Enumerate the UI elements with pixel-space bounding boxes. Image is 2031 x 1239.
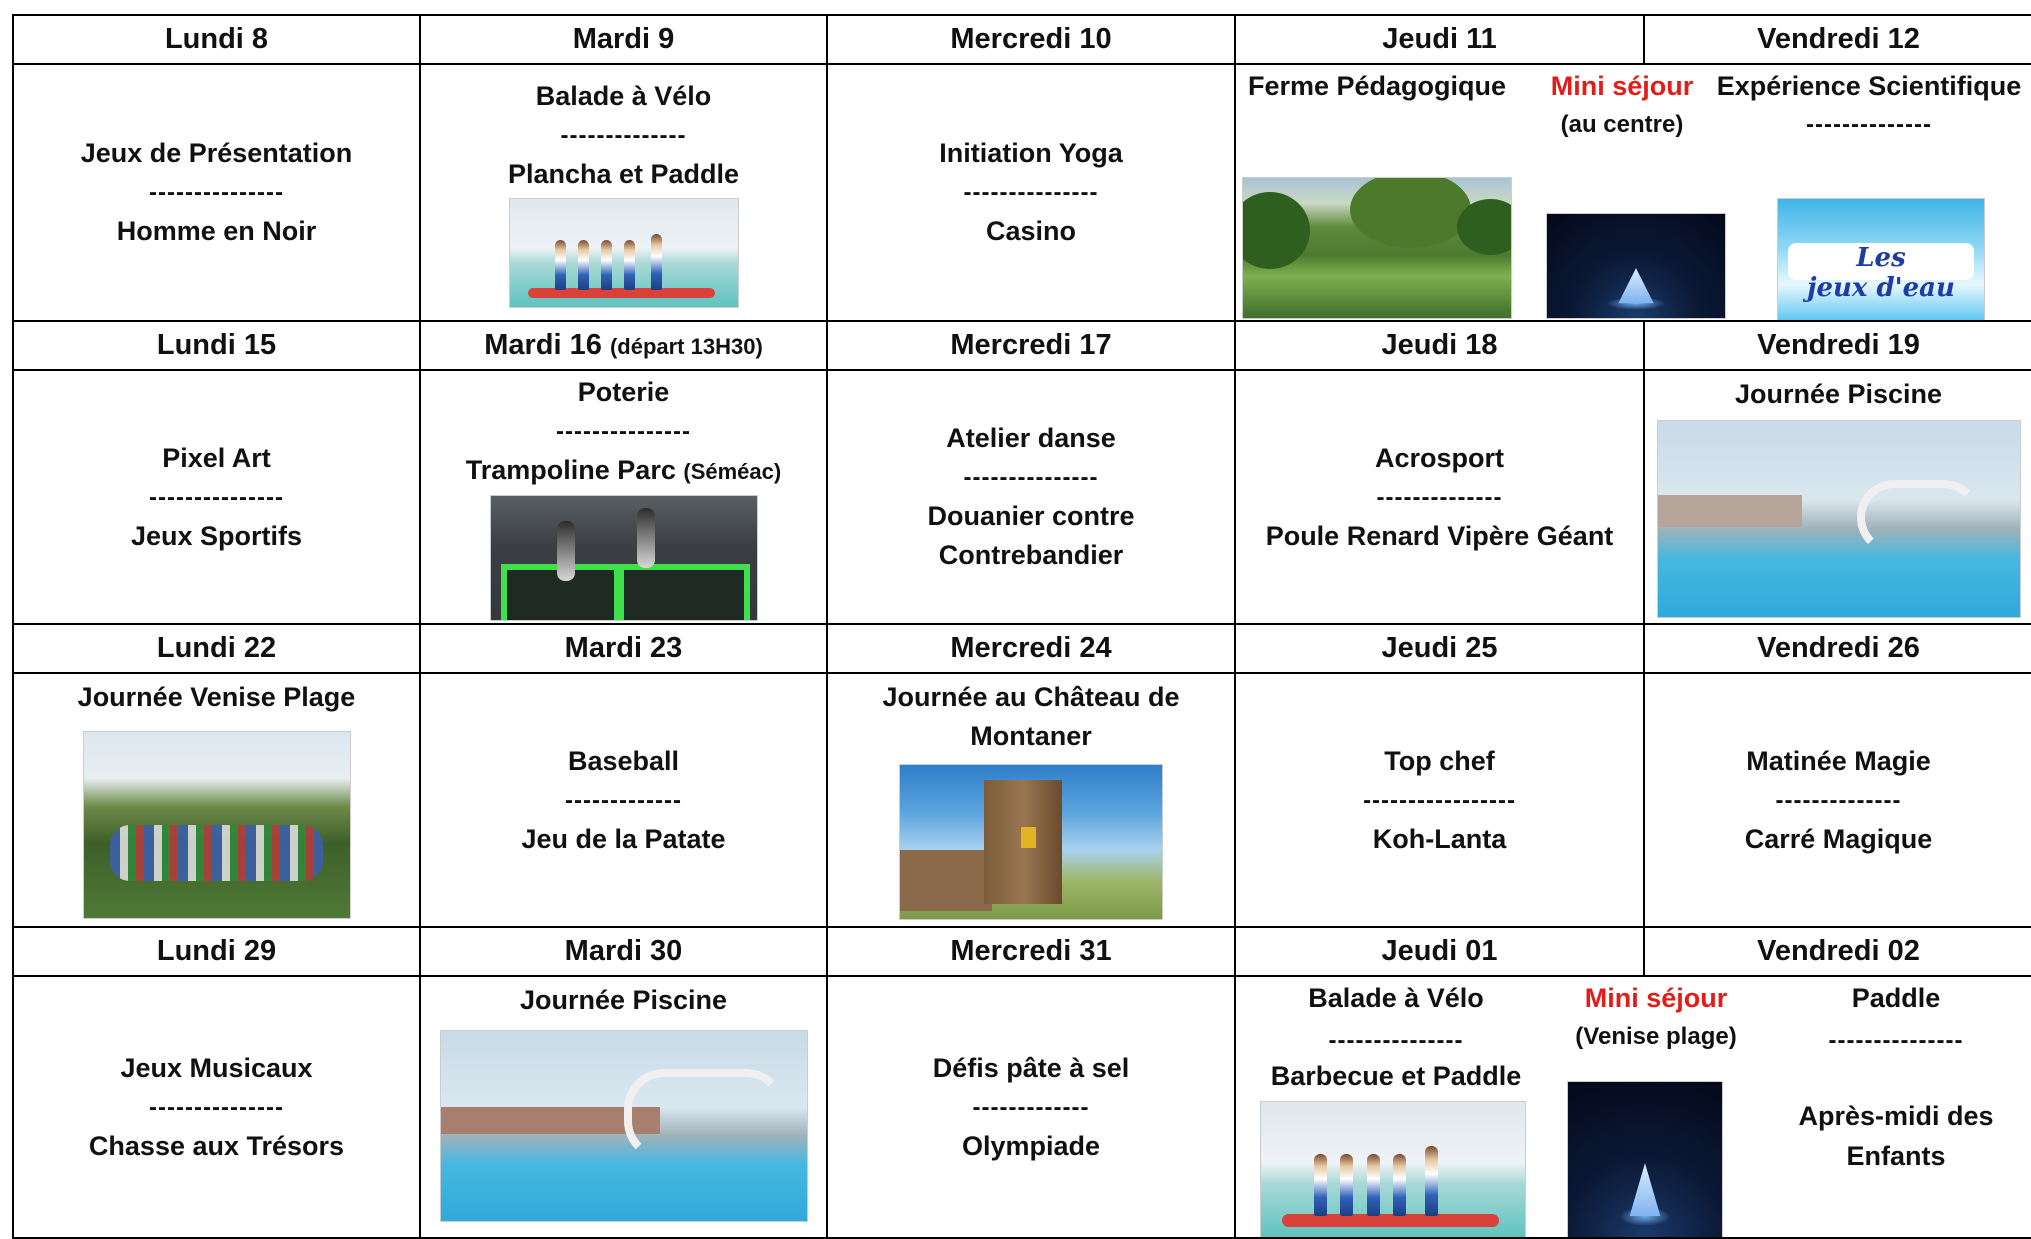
separator: ---------------: [963, 464, 1099, 491]
day-header: Mercredi 31: [827, 927, 1235, 976]
trampoline-photo: [490, 495, 758, 621]
week-1-activities-row: [13, 64, 2031, 321]
activity-label: [421, 451, 826, 491]
mini-sejour-label: Mini séjour: [1584, 983, 1728, 1013]
day-header: Vendredi 26: [1644, 624, 2031, 673]
activity-label: Homme en Noir: [116, 216, 317, 246]
activity-label: Défis pâte à sel: [932, 1052, 1130, 1083]
day-header: Lundi 8: [13, 15, 420, 64]
mini-sejour-label: Mini séjour: [1550, 71, 1694, 101]
separator: ---------------: [149, 1093, 284, 1121]
activity-label: Poterie: [577, 377, 670, 407]
activity-label: Journée Piscine: [1734, 379, 1943, 409]
activity-label: Journée au Château de: [882, 682, 1180, 712]
day-header: Jeudi 11: [1235, 15, 1644, 64]
departure-note: (départ 13H30): [609, 334, 763, 359]
separator: ---------------: [963, 179, 1099, 206]
activity-label: Après-midi des: [1798, 1101, 1994, 1131]
activity-label: Carré Magique: [1744, 823, 1933, 854]
mini-sejour-place: (au centre): [1560, 111, 1684, 138]
separator: ---------------: [556, 418, 691, 445]
activity-label: Journée Piscine: [519, 985, 728, 1015]
week-4-activities-row: [13, 976, 2031, 1238]
day-header: Mercredi 10: [827, 15, 1235, 64]
day-header: Mercredi 24: [827, 624, 1235, 673]
day-header: [420, 321, 827, 370]
day-header: Jeudi 18: [1235, 321, 1644, 370]
paddle-photo: [1260, 1101, 1526, 1238]
jeux-d-eau-picture: [1777, 198, 1985, 321]
activity-label: Olympiade: [961, 1130, 1101, 1161]
activity-label: Journée Venise Plage: [77, 682, 356, 712]
activity-location: (Séméac): [683, 459, 782, 484]
activity-label: Matinée Magie: [1746, 745, 1931, 776]
castle-photo: [899, 764, 1163, 920]
separator: ---------------: [149, 483, 284, 511]
activity-label: Montaner: [970, 721, 1092, 751]
activity-cell: [1235, 673, 1644, 927]
activity-cell-jeudi-vendredi: [1235, 976, 2031, 1238]
day-header: Lundi 22: [13, 624, 420, 673]
day-header: Vendredi 12: [1644, 15, 2031, 64]
activity-cell: [827, 976, 1235, 1238]
activity-label: Acrosport: [1374, 442, 1504, 473]
activity-cell: [827, 64, 1235, 321]
activity-label: Jeux de Présentation: [80, 138, 353, 168]
jeux-d-eau-text-2: jeux d'eau: [1807, 272, 1955, 303]
day-header: Vendredi 02: [1644, 927, 2031, 976]
activity-label: Douanier contre: [927, 501, 1135, 531]
night-tent-photo: [1567, 1081, 1723, 1238]
day-header: Vendredi 19: [1644, 321, 2031, 370]
jeux-d-eau-text-1: Les: [1856, 242, 1906, 273]
activity-label: Jeux Musicaux: [120, 1052, 313, 1083]
week-2-activities-row: [13, 370, 2031, 624]
title-fragment: [0, 0, 2031, 14]
separator: ---------------: [149, 179, 284, 206]
activity-label: Balade à Vélo: [1308, 983, 1484, 1013]
day-header: Jeudi 25: [1235, 624, 1644, 673]
farm-photo: [1242, 177, 1512, 319]
activity-label: Baseball: [567, 745, 680, 776]
activity-cell: [13, 673, 420, 927]
night-tent-photo: [1546, 213, 1726, 319]
activity-label: Casino: [985, 216, 1077, 246]
activity-cell: [827, 673, 1235, 927]
activity-label: Plancha et Paddle: [507, 159, 740, 189]
week-2-header-row: [13, 321, 2031, 370]
activity-cell: [420, 370, 827, 624]
separator: --------------: [1806, 111, 1932, 138]
day-header: Lundi 15: [13, 321, 420, 370]
activity-label: Expérience Scientifique: [1716, 71, 2022, 101]
day-header: Lundi 29: [13, 927, 420, 976]
activity-label: Atelier danse: [946, 423, 1116, 453]
activity-cell: [1235, 370, 1644, 624]
activity-label: Contrebandier: [938, 540, 1124, 570]
week-3-activities-row: [13, 673, 2031, 927]
activity-cell: [13, 64, 420, 321]
activity-label: Top chef: [1384, 745, 1495, 776]
day-header: Mardi 9: [420, 15, 827, 64]
activity-label: Ferme Pédagogique: [1247, 71, 1507, 101]
separator: -------------: [972, 1093, 1090, 1121]
separator: --------------: [1775, 786, 1902, 814]
activity-name: Trampoline Parc: [465, 455, 676, 485]
activity-label: Jeu de la Patate: [521, 823, 726, 854]
activity-cell: [1644, 673, 2031, 927]
planning-table: [12, 14, 2031, 1239]
separator: --------------: [1376, 483, 1503, 511]
activity-label: Chasse aux Trésors: [88, 1130, 345, 1161]
activity-label: Balade à Vélo: [535, 81, 712, 111]
activity-cell-jeudi-vendredi: [1235, 64, 2031, 321]
activity-label: Paddle: [1851, 983, 1941, 1013]
activity-cell: [420, 64, 827, 321]
separator: ---------------: [1828, 1027, 1964, 1054]
mini-sejour-place: (Venise plage): [1575, 1023, 1737, 1050]
activity-label: Koh-Lanta: [1372, 823, 1507, 854]
pool-photo: [440, 1030, 808, 1222]
day-header: Mercredi 17: [827, 321, 1235, 370]
day-name: Mardi 16: [484, 329, 602, 361]
week-4-header-row: [13, 927, 2031, 976]
paddle-photo: [509, 198, 739, 308]
activity-cell: [1644, 370, 2031, 624]
week-1-header-row: [13, 15, 2031, 64]
day-header: Mardi 23: [420, 624, 827, 673]
activity-cell: [420, 976, 827, 1238]
activity-label: Pixel Art: [162, 442, 271, 473]
activity-cell: [420, 673, 827, 927]
separator: ---------------: [1328, 1027, 1464, 1054]
day-header: Mardi 30: [420, 927, 827, 976]
pool-photo: [1657, 420, 2021, 618]
separator: -------------: [565, 786, 682, 814]
activity-label: Enfants: [1846, 1141, 1946, 1171]
activity-label: Poule Renard Vipère Géant: [1265, 520, 1614, 551]
activity-label: Jeux Sportifs: [130, 520, 303, 551]
separator: -----------------: [1363, 786, 1516, 814]
activity-cell: [827, 370, 1235, 624]
activity-label: Initiation Yoga: [939, 138, 1123, 168]
day-header: Jeudi 01: [1235, 927, 1644, 976]
activity-cell: [13, 370, 420, 624]
week-3-header-row: [13, 624, 2031, 673]
group-photo: [83, 731, 351, 919]
separator: --------------: [560, 122, 687, 149]
activity-label: Barbecue et Paddle: [1270, 1061, 1522, 1091]
activity-cell: [13, 976, 420, 1238]
